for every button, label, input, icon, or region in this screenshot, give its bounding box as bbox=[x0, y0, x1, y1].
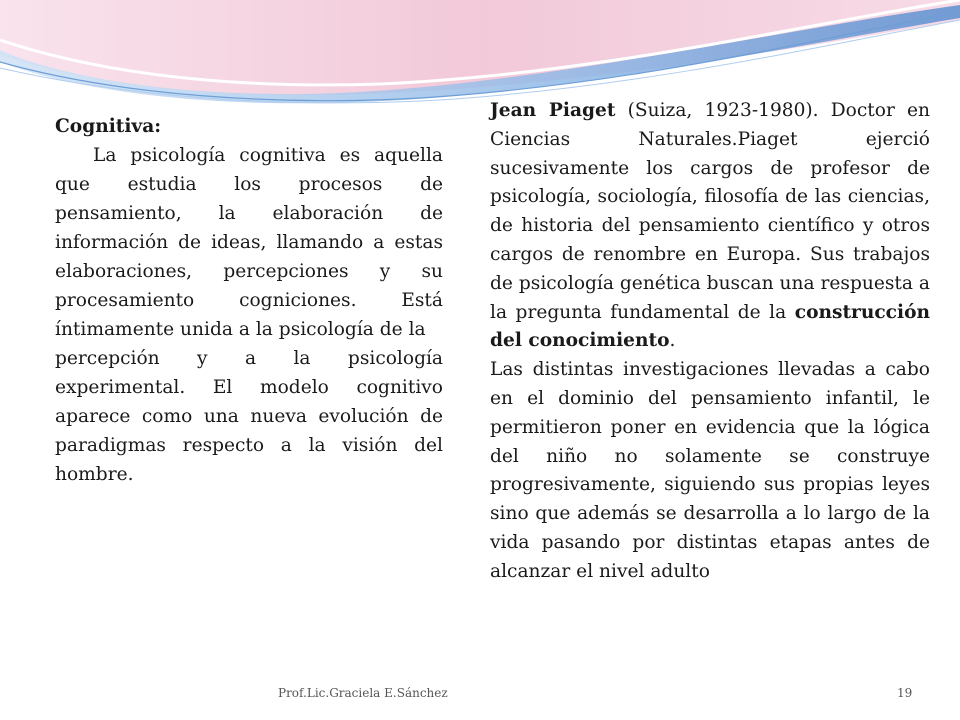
footer-author: Prof.Lic.Graciela E.Sánchez bbox=[278, 686, 448, 700]
piaget-name: Jean Piaget bbox=[490, 100, 616, 121]
piaget-paragraph-2: Las distintas investigaciones llevadas a cabo en el dominio del pensamiento infantil, le permitieron poner en evidencia que la lógica del niño no solamente se construye progresivamente, siguiendo sus propias leyes sino que además se desarrolla a lo largo de la vida pasando por distintas etapas antes de alcanzar el nivel adulto bbox=[490, 359, 930, 582]
piaget-text-block bbox=[490, 97, 930, 587]
cognitiva-paragraph-1: La psicología cognitiva es aquella que estudia los procesos de pensamiento, la elaboración de información de ideas, llamando a estas elaboraciones, percepciones y su procesamiento cogniciones. Está íntimamente unida a la psicología de la bbox=[55, 145, 443, 340]
page-number: 19 bbox=[897, 686, 913, 700]
cognitiva-text-block bbox=[55, 112, 443, 489]
piaget-paragraph-1 bbox=[490, 97, 930, 356]
piaget-intro-text: (Suiza, 1923-1980). Doctor en Ciencias Naturales.Piaget ejerció sucesivamente los cargos de profesor de psicología, sociología, filosofía de las ciencias, de historia del pensamiento científico y otros cargos de renombre en Europa. Sus trabajos de psicología genética buscan una respuesta a la pregunta fundamental de la bbox=[490, 100, 930, 323]
cognitiva-heading: Cognitiva: bbox=[55, 116, 162, 137]
cognitiva-paragraph-2: percepción y a la psicología experimental. El modelo cognitivo aparece como una nueva evolución de paradigmas respecto a la visión del hombre. bbox=[55, 348, 443, 485]
header-wave-decoration bbox=[0, 0, 960, 110]
piaget-emphasis: construcción del conocimiento bbox=[490, 301, 930, 352]
piaget-period: . bbox=[669, 330, 676, 352]
